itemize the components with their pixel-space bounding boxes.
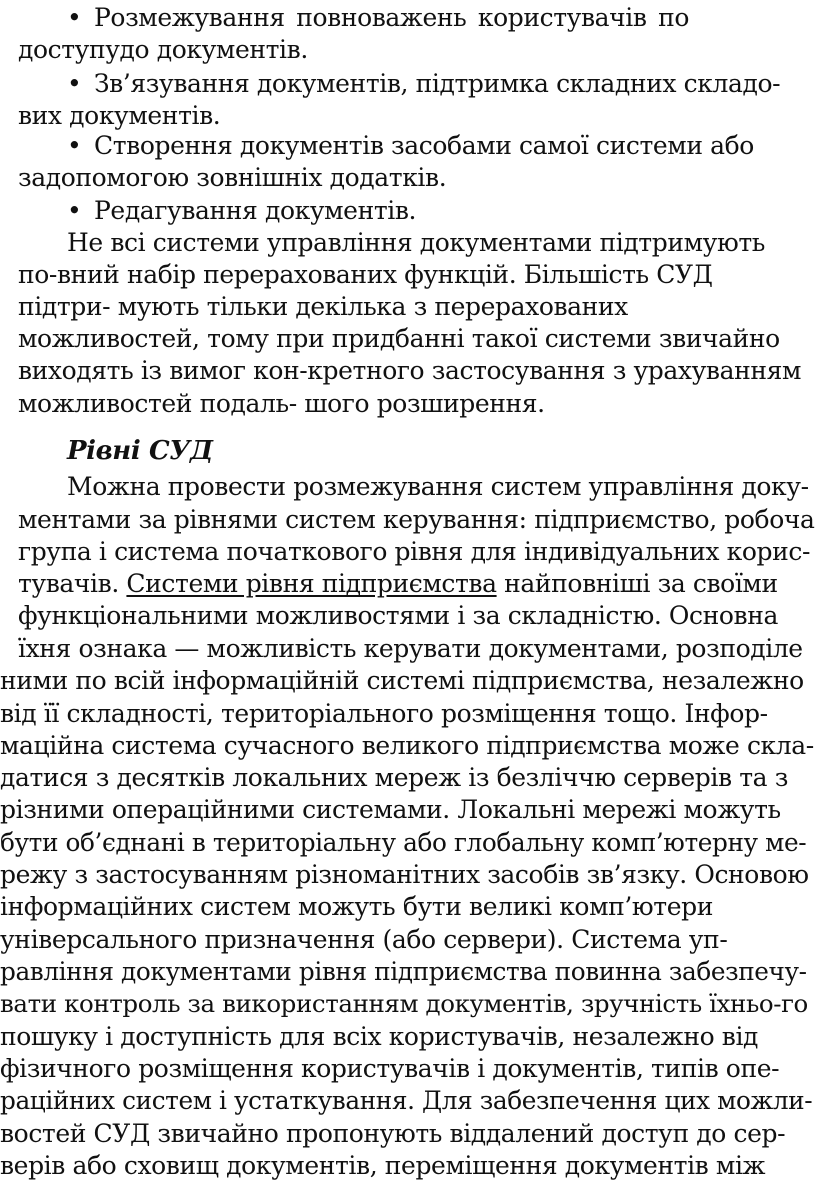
paragraph-2-line (18, 568, 778, 600)
paragraph-2-line: фізичного розміщення користувачів і документів, типів опе- (0, 1054, 780, 1083)
paragraph-2-line: раційних систем і устаткування. Для забезпечення цих можли- (0, 1086, 813, 1115)
bullet-marker: • (67, 131, 82, 160)
paragraph-1-line: можливостей подаль- шого розширення. (18, 389, 545, 418)
paragraph-2-line: Можна провести розмежування систем управління доку- (67, 472, 809, 501)
bullet-item-1-continued: доступудо документів. (18, 35, 308, 64)
paragraph-2-line: маційна система сучасного великого підприємства може скла- (0, 731, 814, 760)
paragraph-1-line: Не всі системи управління документами підтримують (67, 228, 765, 257)
paragraph-2-line: бути об’єднані в територіальну або глобальну комп’ютерну ме- (0, 828, 807, 857)
paragraph-2-line: равління документами рівня підприємства повинна забезпечу- (0, 957, 807, 986)
paragraph-2-line: інформаційних систем можуть бути великі комп’ютери (0, 892, 713, 921)
paragraph-2-line: ними по всій інформаційній системі підприємства, незалежно (0, 666, 804, 695)
paragraph-2-line: вати контроль за використанням документів, зручність їхньо-го (0, 989, 808, 1018)
paragraph-2-line: від її складності, територіального розміщення тощо. Інфор- (0, 699, 768, 728)
text-fragment: тувачів. (18, 569, 127, 598)
paragraph-1-line: по-вний набір перерахованих функцій. Більшість СУД (18, 260, 713, 289)
paragraph-1-line: підтри- мують тільки декілька з перерахованих (18, 292, 628, 321)
paragraph-2-line: різними операційними системами. Локальні мережі можуть (0, 795, 781, 824)
bullet-item-3-continued: задопомогою зовнішніх додатків. (18, 163, 447, 192)
bullet-text: Розмежування повноважень користувачів по (94, 3, 689, 32)
paragraph-2-line: востей СУД звичайно пропонують віддалений доступ до сер- (0, 1119, 786, 1148)
paragraph-2-line: ментами за рівнями систем керування: підприємство, робоча (18, 505, 815, 534)
paragraph-2-line: універсального призначення (або сервери). Система уп- (0, 925, 728, 954)
paragraph-2-line: функціональними можливостями і за складністю. Основна (18, 601, 778, 630)
bullet-text: Створення документів засобами самої системи або (94, 131, 754, 160)
text-fragment: найповніші за своїми (496, 569, 778, 598)
paragraph-2-line: режу з застосуванням різноманітних засобів зв’язку. Основою (0, 860, 809, 889)
bullet-item-2 (67, 68, 780, 100)
bullet-item-3 (67, 130, 754, 162)
paragraph-2-line: верів або сховищ документів, переміщення документів між (0, 1151, 766, 1180)
bullet-item-2-continued: вих документів. (18, 101, 221, 130)
bullet-item-4 (67, 195, 416, 227)
bullet-marker: • (67, 69, 82, 98)
bullet-marker: • (67, 3, 82, 32)
paragraph-2-line: датися з десятків локальних мереж із безліччю серверів та з (0, 763, 788, 792)
section-heading: Рівні СУД (67, 436, 213, 466)
paragraph-2-line: їхня ознака — можливість керувати документами, розподіле (18, 634, 803, 663)
bullet-item-1 (67, 2, 689, 34)
paragraph-1-line: можливостей, тому при придбанні такої системи звичайно (18, 324, 780, 353)
paragraph-2-line: група і система початкового рівня для індивідуальних корис- (18, 537, 811, 566)
underlined-term: Системи рівня підприємства (126, 569, 497, 598)
bullet-marker: • (67, 196, 82, 225)
paragraph-1-line: виходять із вимог кон-кретного застосування з урахуванням (18, 356, 802, 385)
bullet-text: Зв’язування документів, підтримка складних складо- (94, 69, 781, 98)
paragraph-2-line: пошуку і доступність для всіх користувачів, незалежно від (0, 1022, 759, 1051)
bullet-text: Редагування документів. (94, 196, 417, 225)
